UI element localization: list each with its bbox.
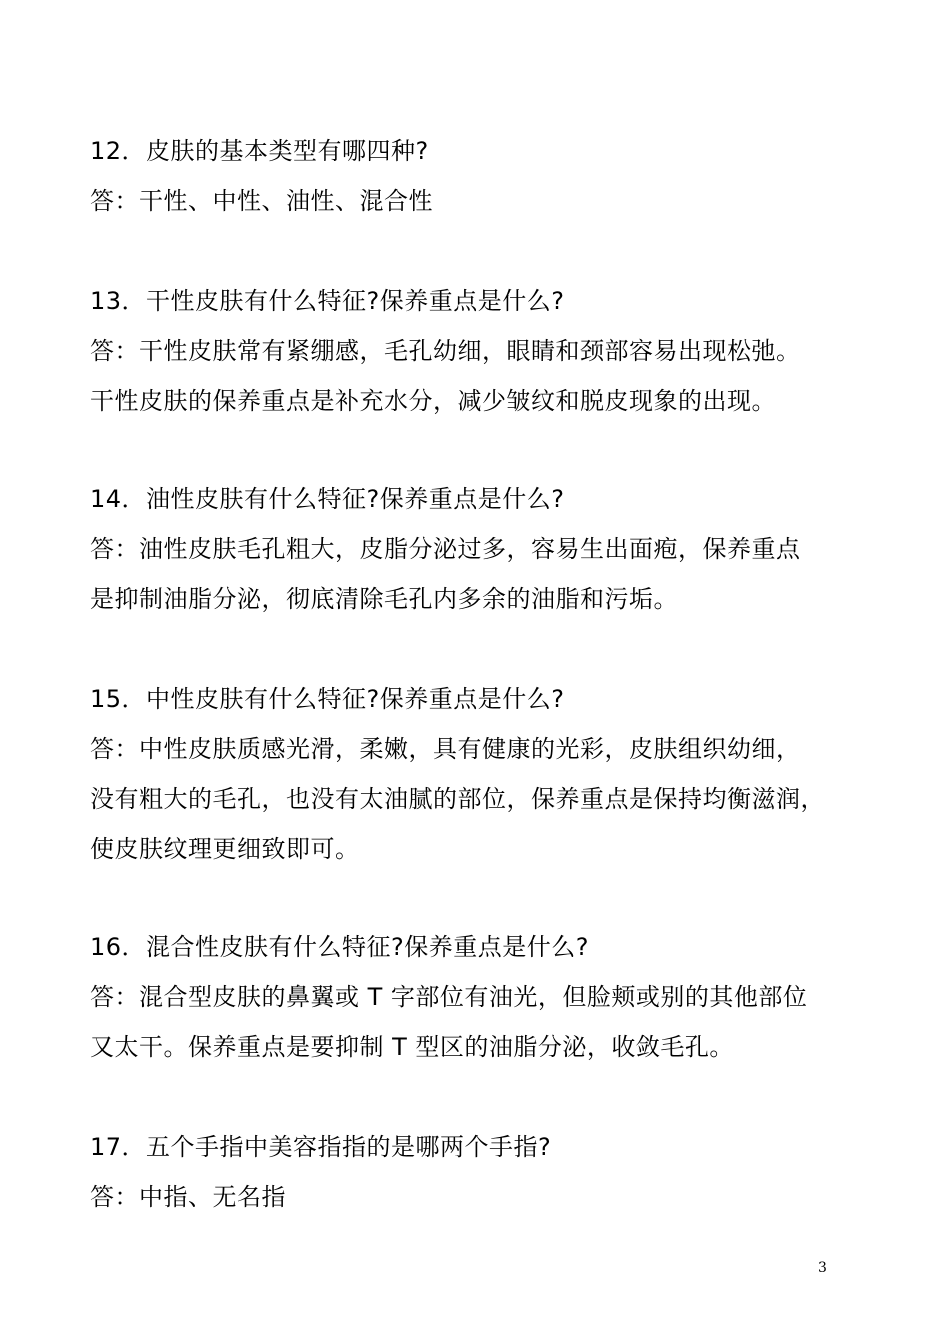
answer-line: 答：中指、无名指	[90, 1183, 286, 1211]
qa-item-14	[90, 474, 850, 624]
answer-line: 答：干性皮肤常有紧绷感，毛孔幼细，眼睛和颈部容易出现松弛。	[90, 337, 801, 365]
question: 15．中性皮肤有什么特征?保养重点是什么?	[90, 685, 565, 713]
page-number: 3	[818, 1260, 827, 1276]
question: 17．五个手指中美容指指的是哪两个手指?	[90, 1133, 552, 1161]
question: 13．干性皮肤有什么特征?保养重点是什么?	[90, 287, 565, 315]
answer-line: 答：干性、中性、油性、混合性	[90, 187, 433, 215]
qa-item-12	[90, 126, 850, 226]
answer-line: 又太干。保养重点是要抑制 T 型区的油脂分泌，收敛毛孔。	[90, 1033, 734, 1061]
question: 16．混合性皮肤有什么特征?保养重点是什么?	[90, 933, 590, 961]
qa-item-17	[90, 1122, 850, 1222]
qa-item-13	[90, 276, 850, 426]
answer-line: 答：混合型皮肤的鼻翼或 T 字部位有油光，但脸颊或别的其他部位	[90, 983, 808, 1011]
answer-line: 干性皮肤的保养重点是补充水分，减少皱纹和脱皮现象的出现。	[90, 387, 776, 415]
answer-line: 答：中性皮肤质感光滑，柔嫩，具有健康的光彩，皮肤组织幼细，	[90, 735, 801, 763]
question: 14．油性皮肤有什么特征?保养重点是什么?	[90, 485, 565, 513]
qa-item-15	[90, 674, 850, 874]
answer-line: 使皮肤纹理更细致即可。	[90, 835, 360, 863]
answer-line: 没有粗大的毛孔，也没有太油腻的部位，保养重点是保持均衡滋润，	[90, 785, 825, 813]
qa-item-16	[90, 922, 850, 1072]
question: 12．皮肤的基本类型有哪四种?	[90, 137, 429, 165]
answer-line: 是抑制油脂分泌，彻底清除毛孔内多余的油脂和污垢。	[90, 585, 678, 613]
answer-line: 答：油性皮肤毛孔粗大，皮脂分泌过多，容易生出面疱，保养重点	[90, 535, 801, 563]
